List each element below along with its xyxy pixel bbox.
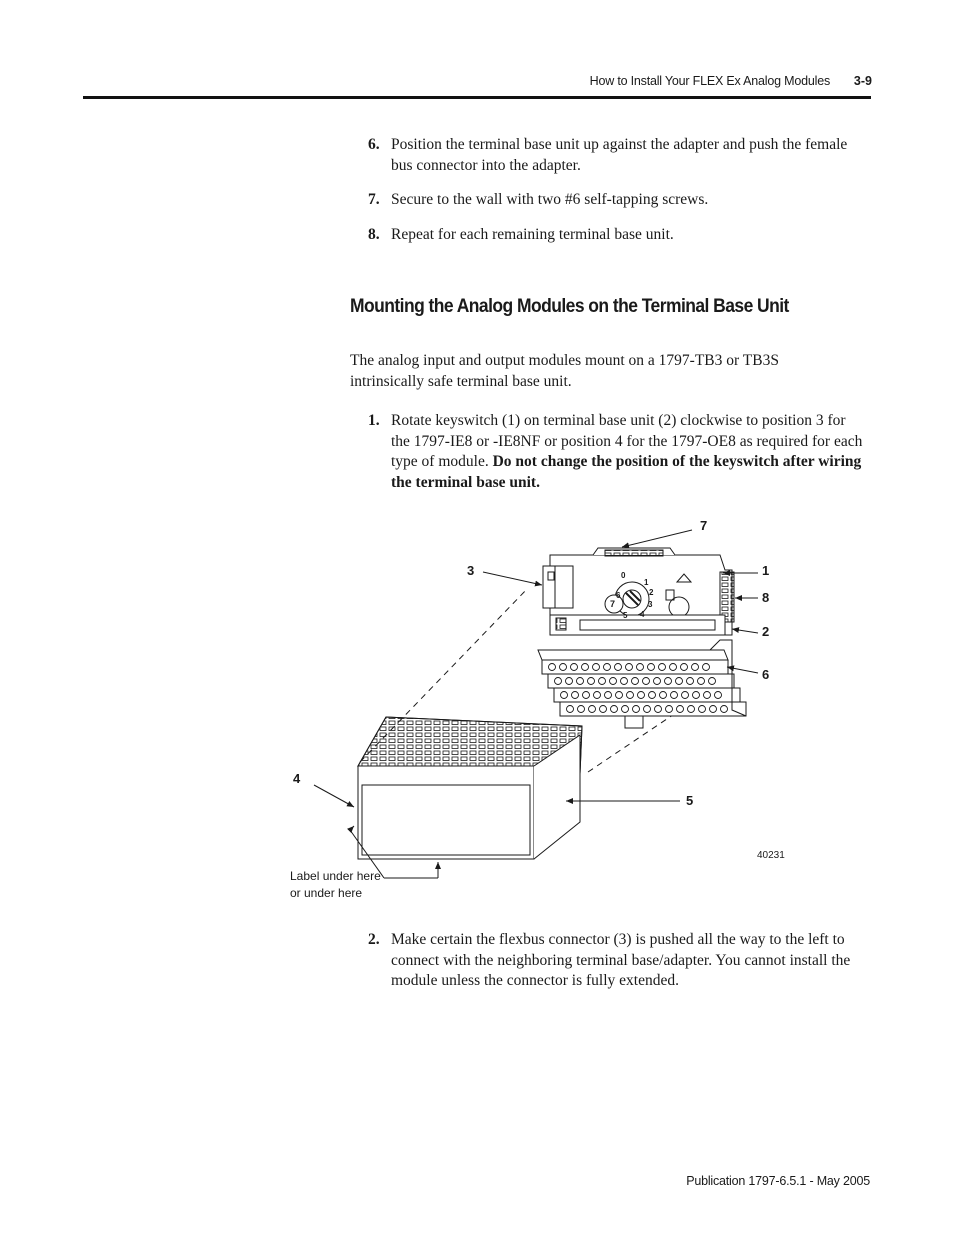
step-text-warning: Do not change the position of the keyswitch after wiring the terminal base unit. — [391, 453, 862, 491]
publication-footer: Publication 1797-6.5.1 - May 2005 — [686, 1174, 870, 1188]
keyswitch-digit: 1 — [644, 578, 649, 587]
callout-5: 5 — [686, 793, 694, 808]
keyswitch-digit: 6 — [616, 591, 621, 600]
terminal-base-unit — [538, 548, 746, 728]
step-number: 8. — [368, 226, 380, 243]
keyswitch-digit: 7 — [610, 599, 616, 609]
step-text: Make certain the flexbus connector (3) is pushed all the way to the left to connect with the neighboring terminal base/adapter. You cannot install the module unless the connector is fully extended. — [391, 931, 851, 989]
callout-3: 3 — [467, 563, 475, 578]
step-number: 7. — [368, 191, 380, 208]
step-number: 1. — [368, 412, 380, 429]
keyswitch-digit: 4 — [640, 610, 645, 619]
analog-module — [358, 717, 582, 859]
step-text — [391, 411, 868, 493]
section-heading: Mounting the Analog Modules on the Terminal Base Unit — [350, 296, 789, 317]
running-header-title: How to Install Your FLEX Ex Analog Modules — [589, 74, 830, 88]
step-text-regular: Rotate keyswitch (1) on terminal base unit (2) clockwise to position 3 for the 1797-IE8 or -IE8NF or position 4 for the 1797-OE8 as required for each type of module. — [391, 412, 863, 470]
label-note-line-2: or under here — [290, 886, 363, 900]
keyswitch-digit: 5 — [623, 611, 628, 620]
intro-paragraph: The analog input and output modules mount on a 1797-TB3 or TB3S intrinsically safe terminal base unit. — [350, 352, 779, 390]
step-number: 6. — [368, 136, 380, 153]
step-text: Repeat for each remaining terminal base unit. — [391, 226, 674, 243]
figure-number: 40231 — [757, 850, 785, 861]
step-text: Position the terminal base unit up against the adapter and push the female bus connector into the adapter. — [391, 136, 848, 174]
keyswitch-digit: 0 — [621, 571, 626, 580]
step-text: Secure to the wall with two #6 self-tapping screws. — [391, 191, 709, 208]
callout-1: 1 — [762, 563, 770, 578]
step-number: 2. — [368, 931, 380, 948]
label-note-line-1: Label under here — [290, 869, 381, 883]
header-rule — [83, 96, 871, 99]
keyswitch-digit: 3 — [648, 600, 653, 609]
callout-4: 4 — [293, 771, 301, 786]
callout-8: 8 — [762, 590, 770, 605]
callout-2: 2 — [762, 624, 770, 639]
callout-6: 6 — [762, 667, 770, 682]
terminal-base-figure — [280, 510, 800, 910]
terminal-base-illustration — [280, 510, 800, 910]
keyswitch-digit: 2 — [649, 588, 654, 597]
callout-7: 7 — [700, 518, 708, 533]
page-number: 3-9 — [853, 74, 872, 88]
